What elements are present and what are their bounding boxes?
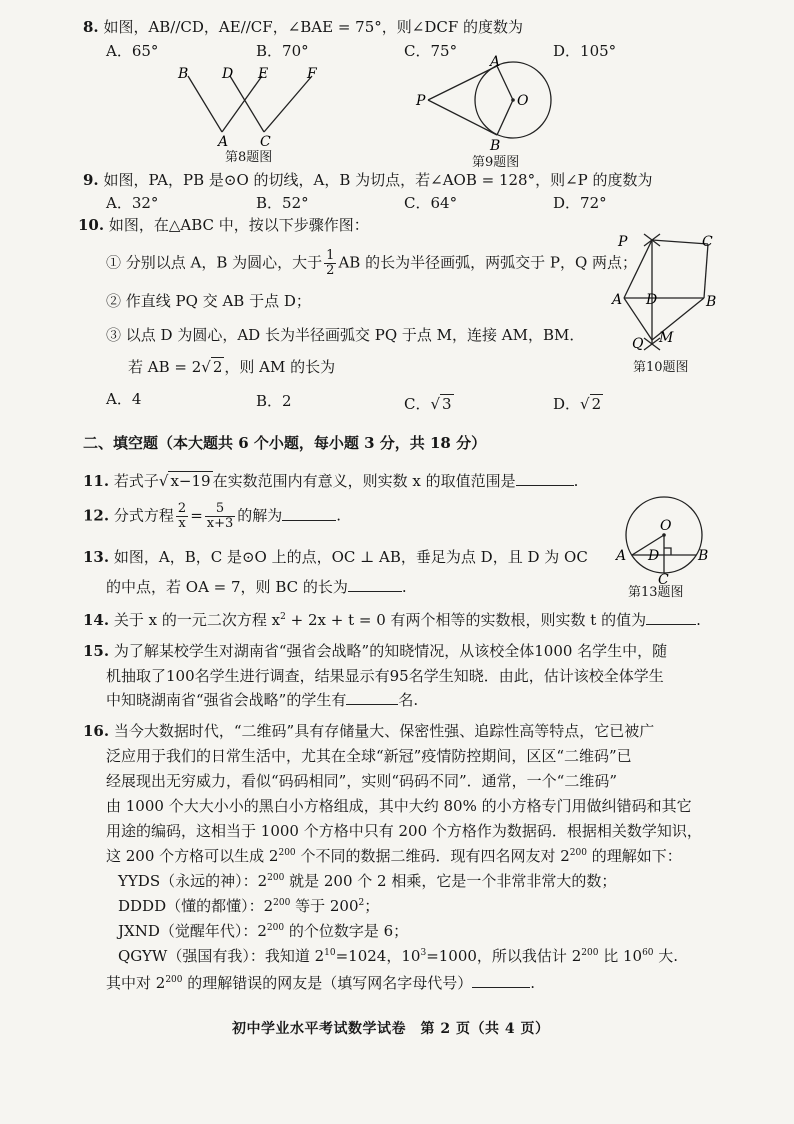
q16-dddd-sup2: 2 <box>358 898 365 908</box>
q11 <box>83 470 578 491</box>
q16-jxnd-a: JXND（觉醒年代）：2 <box>118 922 267 940</box>
q10-label-q: Q <box>632 336 644 352</box>
q13-text-2: 的中点，若 OA = 7，则 BC 的长为 <box>106 578 348 596</box>
q11-answer-blank <box>516 471 574 486</box>
q12-f1-num: 2 <box>177 501 187 516</box>
q10-label-a: A <box>612 292 623 308</box>
q9-label-a: A <box>490 54 501 70</box>
q10-condition <box>128 356 335 377</box>
q11-number: 11. <box>83 472 110 490</box>
q10-number: 10. <box>78 216 105 234</box>
q14-text-a: 关于 x 的一元二次方程 x <box>113 611 281 629</box>
q10-step3: ③ 以点 D 为圆心，AD 长为半径画弧交 PQ 于点 M，连接 AM，BM． <box>106 326 585 344</box>
q11-text-a: 若式子 <box>113 472 159 490</box>
q9-stem <box>83 169 653 190</box>
q16-answer-blank <box>472 973 530 988</box>
q16-dddd-c: ； <box>364 897 380 915</box>
q8-label-a: A <box>218 134 229 149</box>
q13-label-a: A <box>616 548 627 564</box>
q10-option-c <box>404 393 454 414</box>
q15-answer-blank <box>346 690 398 705</box>
q16-qgyw-sup2: 3 <box>420 948 427 958</box>
q10-step1-a: ① 分别以点 A，B 为圆心，大于 <box>106 253 323 272</box>
q15-line3 <box>106 689 418 710</box>
q10-label-c: C <box>702 234 713 250</box>
q15-line2: 机抽取了100名学生进行调查，结果显示有95名学生知晓．由此，估计该校全体学生 <box>106 667 664 685</box>
q10-half-fraction <box>324 249 336 278</box>
q8-number: 8. <box>83 18 99 36</box>
q10-option-c-radicand: 3 <box>442 395 452 413</box>
q12-end: . <box>336 506 342 525</box>
q10-step2: ② 作直线 PQ 交 AB 于点 D； <box>106 292 311 310</box>
q16-qgyw-c: =1000，所以我估计 2 <box>426 947 582 965</box>
q9-text: 如图，PA，PB 是⊙O 的切线，A，B 为切点，若∠AOB = 128°，则∠P 的度数为 <box>103 171 653 189</box>
q8-figure <box>170 64 330 149</box>
q12-equals: = <box>190 506 203 525</box>
q10-cond-radicand: 2 <box>212 358 223 376</box>
q9-option-b: B．52° <box>256 194 309 212</box>
section2-title: 二、填空题（本大题共 6 个小题，每小题 3 分，共 18 分） <box>83 434 487 452</box>
q8-label-c: C <box>260 134 271 149</box>
q8-option-b: B．70° <box>256 42 309 60</box>
q16-yyds-a: YYDS（永远的神）：2 <box>118 872 268 890</box>
q15-number: 15. <box>83 642 110 660</box>
q16-line3: 经展现出无穷威力，看似“码码相同”，实则“码码不同”．通常，一个“二维码” <box>106 772 618 790</box>
q16-dddd-b: 等于 200 <box>290 897 359 915</box>
q14 <box>83 609 701 630</box>
q14-end: . <box>696 611 701 629</box>
q8-label-d: D <box>222 66 234 82</box>
q16-text-1: 当今大数据时代，“二维码”具有存储量大、保密性强、追踪性高等特点，它已被广 <box>113 722 655 740</box>
q16-jxnd-sup: 200 <box>266 923 285 933</box>
q11-text-b: 在实数范围内有意义，则实数 x 的取值范围是 <box>212 472 516 490</box>
q12 <box>83 502 341 531</box>
q11-radicand: x−19 <box>170 472 211 490</box>
q16-jxnd-b: 的个位数字是 6； <box>284 922 409 940</box>
q16-yyds-b: 就是 200 个 2 相乘，它是一个非常非常大的数； <box>284 872 617 890</box>
q13-label-c: C <box>658 572 669 584</box>
q16-qgyw-a: QGYW（强国有我）：我知道 2 <box>118 947 325 965</box>
q8-option-d: D．105° <box>553 42 617 60</box>
q16-dddd-sup: 200 <box>273 898 291 908</box>
q13-answer-blank <box>348 577 402 592</box>
q13-label-o: O <box>660 518 672 534</box>
q10-figure <box>606 226 726 356</box>
q9-figure <box>410 52 560 152</box>
q9-label-b: B <box>490 138 501 152</box>
q9-caption: 第9题图 <box>472 155 520 170</box>
q8-option-c: C．75° <box>404 42 458 60</box>
q11-sqrt-sign: √ <box>158 472 169 490</box>
q9-label-o: O <box>517 93 529 109</box>
q10-stem <box>78 214 369 235</box>
q9-label-p: P <box>416 93 426 109</box>
q16-dddd-a: DDDD（懂的都懂）：2 <box>118 897 274 915</box>
q12-fraction-right <box>205 502 236 531</box>
q8-label-b: B <box>178 66 189 82</box>
q16-qgyw-b: =1024，10 <box>335 947 421 965</box>
q16-line6-b: 个不同的数据二维码．现有四名网友对 2 <box>295 847 570 865</box>
q16-qgyw-d: 比 10 <box>598 947 643 965</box>
q16-last-sup: 200 <box>165 975 183 985</box>
q13-caption: 第13题图 <box>628 585 684 600</box>
q14-text-b: + 2x + t = 0 有两个相等的实数根，则实数 t 的值为 <box>285 611 647 629</box>
q16-dddd <box>118 895 379 916</box>
q10-option-c-sqrt: √ <box>430 395 441 413</box>
q12-fraction-left <box>176 502 188 531</box>
q16-last-line <box>106 972 535 993</box>
q8-label-f: F <box>307 66 317 82</box>
q10-frac-num: 1 <box>326 248 335 263</box>
q10-step1-b: AB 的长为半径画弧，两弧交于 P，Q 两点； <box>338 253 638 272</box>
q13-line2 <box>106 576 407 597</box>
q12-f2-den: x+3 <box>206 516 234 531</box>
q16-yyds <box>118 870 616 891</box>
q10-option-a: A．4 <box>106 390 142 408</box>
q16-last-end: . <box>530 974 536 992</box>
q10-sqrt-sign: √ <box>201 358 211 376</box>
q16-line4: 由 1000 个大大小小的黑白小方格组成，其中大约 80% 的小方格专门用做纠错码和其它 <box>106 797 692 815</box>
q12-f2-num: 5 <box>205 502 236 517</box>
q9-option-d: D．72° <box>553 194 607 212</box>
q12-text-b: 的解为 <box>237 506 283 525</box>
q12-answer-blank <box>282 506 336 521</box>
q11-end: . <box>573 472 579 490</box>
q15-text-1: 为了解某校学生对湖南省“强省会战略”的知晓情况，从该校全体1000 名学生中，随 <box>113 642 668 660</box>
page-footer: 初中学业水平考试数学试卷 第 2 页（共 4 页） <box>232 1021 550 1037</box>
q12-number: 12. <box>83 506 110 525</box>
q10-caption: 第10题图 <box>633 360 689 375</box>
q16-line6-sup2: 200 <box>569 848 587 858</box>
q16-jxnd <box>118 920 408 941</box>
q13-label-b: B <box>698 548 709 564</box>
q13-figure <box>612 492 722 584</box>
q8-caption: 第8题图 <box>225 150 273 165</box>
q8-stem <box>83 16 523 37</box>
q10-label-d: D <box>646 292 658 308</box>
q12-text-a: 分式方程 <box>113 506 174 525</box>
q16-yyds-sup: 200 <box>267 873 285 883</box>
q16-line6-a: 这 200 个方格可以生成 2 <box>106 847 279 865</box>
q10-text: 如图，在△ABC 中，按以下步骤作图： <box>108 216 369 234</box>
q10-label-b: B <box>706 294 717 310</box>
q10-option-d-label: D． <box>553 395 581 413</box>
q16-last-a: 其中对 2 <box>106 974 166 992</box>
q15-text-3a: 中知晓湖南省“强省会战略”的学生有 <box>106 691 347 709</box>
q16-qgyw-sup: 10 <box>324 948 336 958</box>
q10-label-p: P <box>618 234 628 250</box>
q14-sup: 2 <box>280 612 286 622</box>
q16-line6-sup: 200 <box>278 848 296 858</box>
q14-number: 14. <box>83 611 110 629</box>
q8-label-e: E <box>258 66 269 82</box>
q10-label-m: M <box>659 330 674 346</box>
q10-option-d <box>553 393 603 414</box>
q13-end: . <box>401 578 407 596</box>
q16-qgyw <box>118 945 678 966</box>
q13-number: 13. <box>83 548 110 566</box>
q15-text-3b: 名. <box>398 691 419 709</box>
q16-number: 16. <box>83 722 110 740</box>
q16-line1 <box>83 720 654 741</box>
q10-option-d-radicand: 2 <box>591 395 602 413</box>
q10-frac-den: 2 <box>326 263 335 278</box>
q8-text: 如图，AB//CD，AE//CF，∠BAE = 75°，则∠DCF 的度数为 <box>103 18 524 36</box>
q13-label-d: D <box>648 548 660 564</box>
q10-cond-a: 若 AB = 2 <box>128 358 202 376</box>
q13-text-1: 如图，A，B，C 是⊙O 上的点，OC ⊥ AB，垂足为点 D，且 D 为 OC <box>113 548 588 566</box>
q16-last-b: 的理解错误的网友是（填写网名字母代号） <box>182 974 473 992</box>
q13-line1 <box>83 546 588 567</box>
q9-option-a: A．32° <box>106 194 159 212</box>
q10-cond-b: ，则 AM 的长为 <box>224 358 336 376</box>
q9-option-c: C．64° <box>404 194 458 212</box>
q10-option-d-sqrt: √ <box>580 395 590 413</box>
q12-f1-den: x <box>178 516 186 531</box>
q16-qgyw-e: 大. <box>653 947 679 965</box>
q10-step1 <box>106 249 637 278</box>
q16-qgyw-sup4: 60 <box>642 948 654 958</box>
q15-line1 <box>83 640 667 661</box>
q9-number: 9. <box>83 171 99 189</box>
q16-line5: 用途的编码，这相当于 1000 个方格中只有 200 个方格作为数据码．根据相关数学知识， <box>106 822 702 840</box>
q10-option-b: B．2 <box>256 392 292 410</box>
q10-option-c-label: C． <box>404 395 431 413</box>
q16-line6 <box>106 845 682 866</box>
q8-option-a: A．65° <box>106 42 159 60</box>
q16-qgyw-sup3: 200 <box>581 948 599 958</box>
q16-line6-c: 的理解如下： <box>586 847 682 865</box>
q14-answer-blank <box>646 610 696 625</box>
q16-line2: 泛应用于我们的日常生活中，尤其在全球“新冠”疫情防控期间，区区“二维码”已 <box>106 747 632 765</box>
